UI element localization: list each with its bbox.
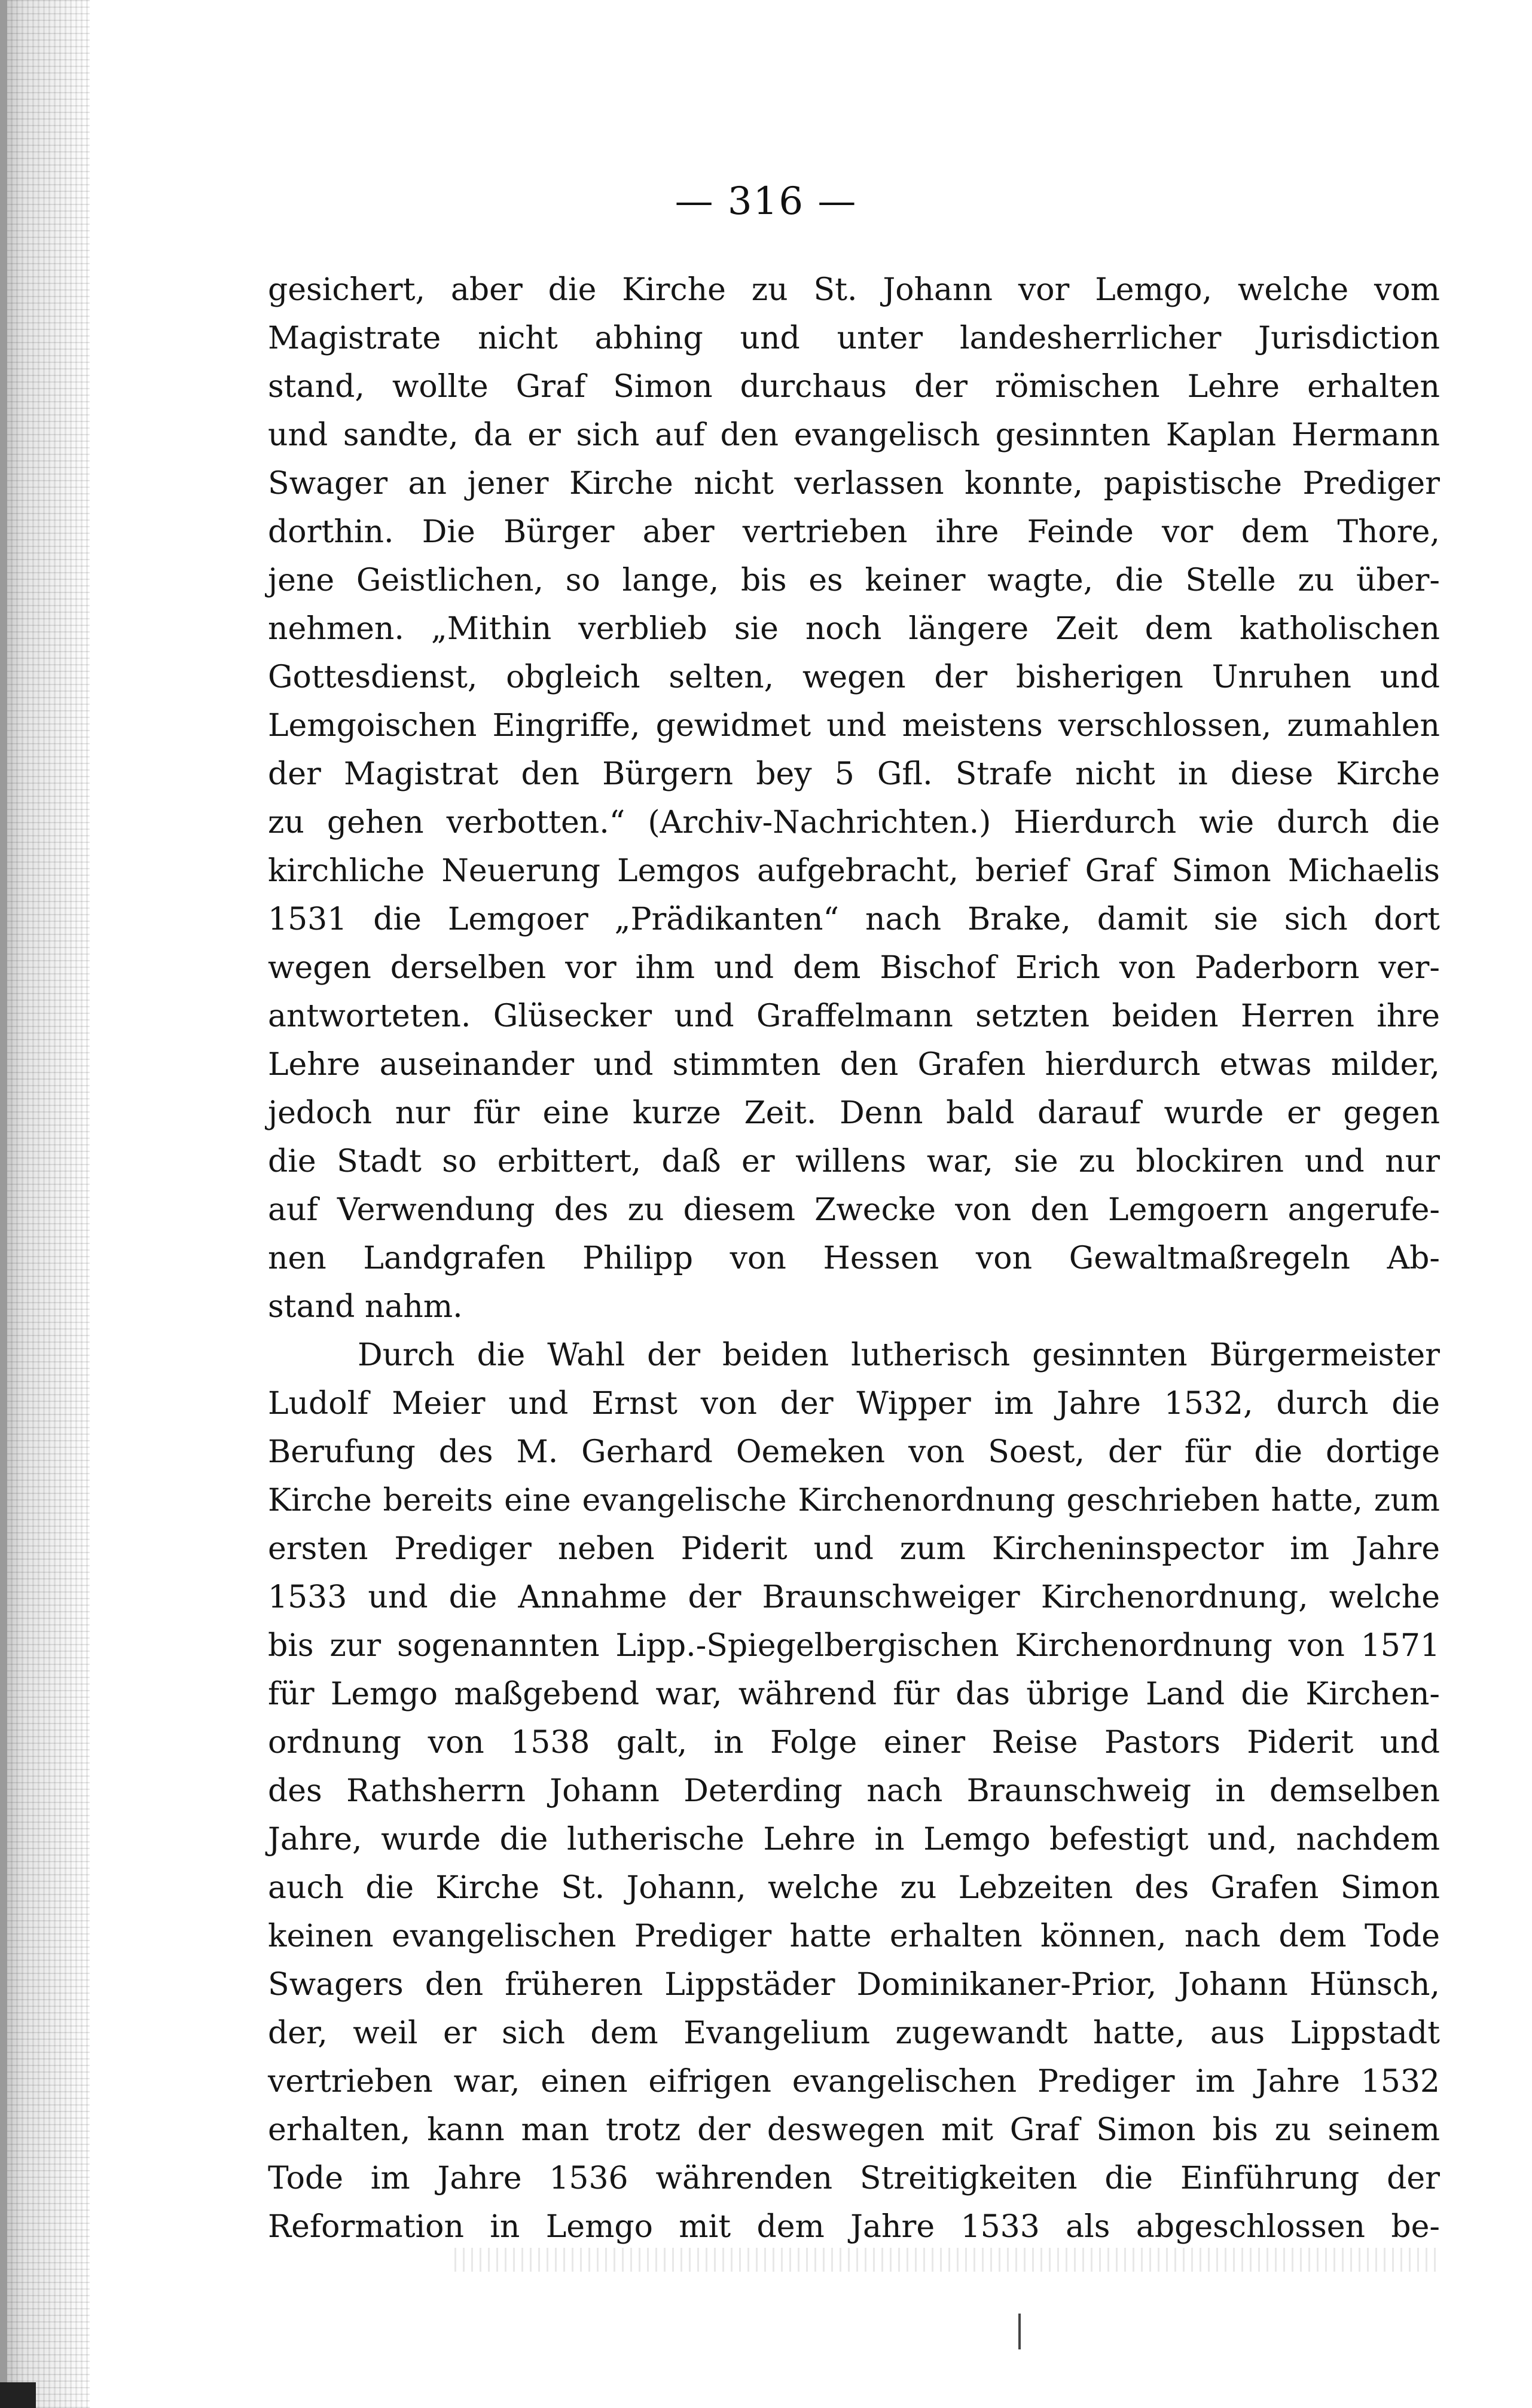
text-line: der, weil er sich dem Evangelium zugewandt hatte, aus Lippstadt xyxy=(268,2015,1440,2051)
text-line: Jahre, wurde die lutherische Lehre in Lemgo befestigt und, nachdem xyxy=(268,1822,1440,1857)
text-line: Gottesdienst, obgleich selten, wegen der bisherigen Unruhen und xyxy=(268,659,1440,695)
text-line: erhalten, kann man trotz der deswegen mit Graf Simon bis zu seinem xyxy=(268,2112,1440,2148)
text-line: Magistrate nicht abhing und unter landesherrlicher Jurisdiction xyxy=(268,320,1440,356)
text-line: Swager an jener Kirche nicht verlassen konnte, papistische Prediger xyxy=(268,466,1440,502)
text-line: nen Landgrafen Philipp von Hessen von Gewaltmaßregeln Ab- xyxy=(268,1240,1440,1276)
text-line: vertrieben war, einen eifrigen evangelischen Prediger im Jahre 1532 xyxy=(268,2064,1440,2100)
text-line: 1533 und die Annahme der Braunschweiger Kirchenordnung, welche xyxy=(268,1579,1440,1615)
text-line: der Magistrat den Bürgern bey 5 Gfl. Strafe nicht in diese Kirche xyxy=(268,756,1440,792)
text-line: gesichert, aber die Kirche zu St. Johann vor Lemgo, welche vom xyxy=(268,272,1440,308)
scan-corner-mark xyxy=(0,2382,36,2408)
text-line: und sandte, da er sich auf den evangelisch gesinnten Kaplan Hermann xyxy=(268,417,1440,453)
show-through-text xyxy=(454,2248,1441,2272)
scan-page-edge xyxy=(0,0,7,2408)
text-line: nehmen. „Mithin verblieb sie noch längere Zeit dem katholischen xyxy=(268,611,1440,647)
text-line: Reformation in Lemgo mit dem Jahre 1533 als abgeschlossen be- xyxy=(268,2209,1440,2245)
text-line: Tode im Jahre 1536 währenden Streitigkeiten die Einführung der xyxy=(268,2161,1440,2196)
text-line: bis zur sogenannten Lipp.-Spiegelbergischen Kirchenordnung von 1571 xyxy=(268,1628,1440,1664)
text-line: kirchliche Neuerung Lemgos aufgebracht, berief Graf Simon Michaelis xyxy=(268,853,1440,889)
text-line: jedoch nur für eine kurze Zeit. Denn bald darauf wurde er gegen xyxy=(268,1095,1440,1131)
page-number: — 316 — xyxy=(675,179,857,224)
text-line: ersten Prediger neben Piderit und zum Kircheninspector im Jahre xyxy=(268,1531,1440,1567)
text-line: stand nahm. xyxy=(268,1289,463,1325)
text-line: Durch die Wahl der beiden lutherisch gesinnten Bürgermeister xyxy=(358,1337,1440,1373)
text-line: ordnung von 1538 galt, in Folge einer Reise Pastors Piderit und xyxy=(268,1725,1440,1761)
text-line: Lehre auseinander und stimmten den Grafen hierdurch etwas milder, xyxy=(268,1047,1440,1083)
text-line: jene Geistlichen, so lange, bis es keiner wagte, die Stelle zu über- xyxy=(268,563,1440,598)
text-line: Lemgoischen Eingriffe, gewidmet und meistens verschlossen, zumahlen xyxy=(268,708,1440,744)
text-line: Kirche bereits eine evangelische Kirchenordnung geschrieben hatte, zum xyxy=(268,1483,1440,1518)
text-line: 1531 die Lemgoer „Prädikanten“ nach Brake, damit sie sich dort xyxy=(268,902,1440,937)
text-line: keinen evangelischen Prediger hatte erhalten können, nach dem Tode xyxy=(268,1918,1440,1954)
text-line: Ludolf Meier und Ernst von der Wipper im Jahre 1532, durch die xyxy=(268,1386,1440,1422)
text-line: wegen derselben vor ihm und dem Bischof Erich von Paderborn ver- xyxy=(268,950,1440,986)
text-line: auch die Kirche St. Johann, welche zu Lebzeiten des Grafen Simon xyxy=(268,1870,1440,1906)
text-line: antworteten. Glüsecker und Graffelmann setzten beiden Herren ihre xyxy=(268,998,1440,1034)
scan-binding-edge xyxy=(0,0,90,2408)
text-line: für Lemgo maßgebend war, während für das übrige Land die Kirchen- xyxy=(268,1676,1440,1712)
body-text xyxy=(268,266,1440,2251)
text-line: stand, wollte Graf Simon durchaus der römischen Lehre erhalten xyxy=(268,369,1440,405)
text-line: des Rathsherrn Johann Deterding nach Braunschweig in demselben xyxy=(268,1773,1440,1809)
text-line: dorthin. Die Bürger aber vertrieben ihre Feinde vor dem Thore, xyxy=(268,514,1440,550)
text-line: Berufung des M. Gerhard Oemeken von Soest, der für die dortige xyxy=(268,1434,1440,1470)
text-line: auf Verwendung des zu diesem Zwecke von den Lemgoern angerufe- xyxy=(268,1192,1440,1228)
text-line: Swagers den früheren Lippstäder Dominikaner-Prior, Johann Hünsch, xyxy=(268,1967,1440,2003)
text-line: zu gehen verbotten.“ (Archiv-Nachrichten.) Hierdurch wie durch die xyxy=(268,805,1440,841)
text-line: die Stadt so erbittert, daß er willens war, sie zu blockiren und nur xyxy=(268,1144,1440,1179)
scan-mark xyxy=(1018,2314,1021,2349)
